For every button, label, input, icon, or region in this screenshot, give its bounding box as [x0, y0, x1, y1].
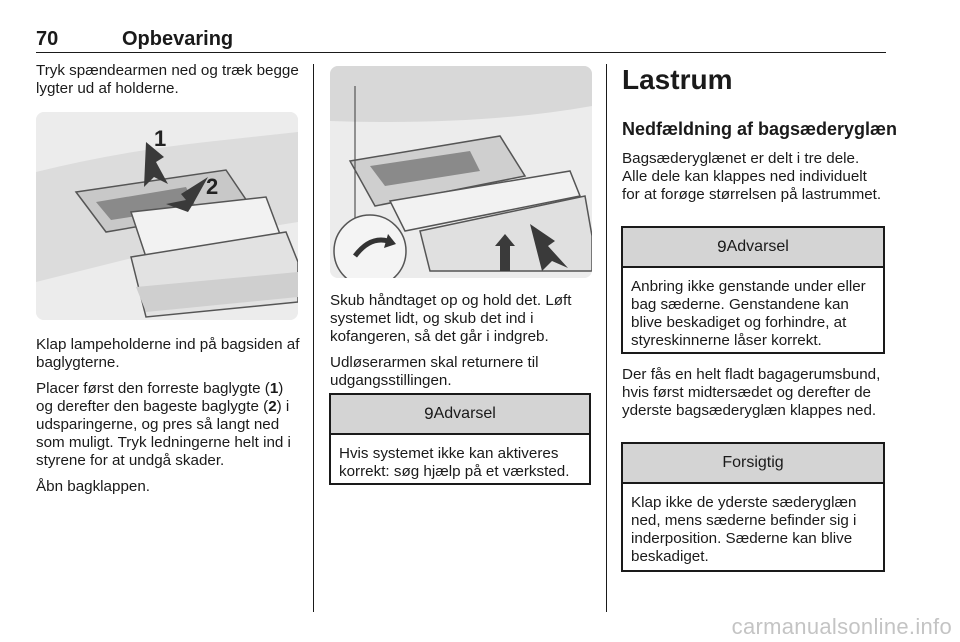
section-title: Lastrum — [622, 64, 733, 95]
warning-header — [623, 228, 883, 268]
callout-1: 1 — [154, 126, 167, 151]
column-3 — [622, 150, 886, 212]
warning-header — [331, 395, 589, 435]
column-divider-1 — [313, 64, 314, 612]
page-title: Opbevaring — [122, 28, 234, 50]
caution-text: Klap ikke de yderste sæderyglæn ned, mens sæderne befinder sig i inderposition. Sæderne kan blive beskadiget. — [631, 494, 857, 565]
warning-box-1 — [329, 393, 591, 485]
caution-title: Forsigtig — [722, 454, 784, 471]
column-2 — [330, 292, 592, 398]
col1-paragraph-1: Klap lampeholderne ind på bagsiden af baglygterne. — [36, 336, 300, 371]
warning-title: Advarsel — [726, 238, 789, 255]
col3-paragraph-1: Bagsæderyglænet er delt i tre dele. Alle dele kan klappes ned individuelt for at forøge størrelsen på lastrummet. — [622, 150, 882, 203]
bike-carrier-illustration — [330, 66, 592, 278]
col1-paragraph-3: Åbn bagklappen. — [36, 478, 151, 495]
column-divider-2 — [606, 64, 607, 612]
col3-paragraph-2: Der fås en helt fladt bagagerumsbund, hvis først midtersædet og derefter de yderste bagsæderyglæn klappes ned. — [622, 366, 881, 419]
subsection-title: Nedfældning af bagsæderyglæn — [622, 119, 898, 139]
taillight-illustration — [36, 112, 298, 320]
page-header — [36, 24, 886, 53]
col1-intro: Tryk spændearmen ned og træk begge lygter ud af holderne. — [36, 62, 299, 97]
caution-header — [623, 444, 883, 484]
warning-title: Advarsel — [433, 405, 496, 422]
warning-box-2 — [621, 226, 885, 354]
warning-text: Hvis systemet ikke kan aktiveres korrekt: søg hjælp på et værksted. — [339, 445, 570, 480]
warning-icon: 9 — [717, 237, 727, 256]
warning-text: Anbring ikke genstande under eller bag sæderne. Genstandene kan blive beskadiget og forhindre, at styreskinnerne låser korrekt. — [631, 278, 866, 349]
col2-paragraph-1: Skub håndtaget op og hold det. Løft systemet lidt, og skub det ind i kofangeren, så det går i indgreb. — [330, 292, 572, 345]
col2-paragraph-2: Udløserarmen skal returnere til udgangsstillingen. — [330, 354, 539, 389]
column-1-lower — [36, 336, 300, 504]
col1-paragraph-2: Placer først den forreste baglygte (1) og derefter den bageste baglygte (2) i udsparingerne, og pres så langt ned som muligt. Tryk ledningerne helt ind i styrene for at undgå skader. — [36, 380, 291, 469]
warning-icon: 9 — [424, 404, 434, 423]
watermark: carmanualsonline.info — [731, 614, 952, 639]
column-1 — [36, 62, 300, 106]
callout-2: 2 — [206, 174, 219, 199]
column-3-lower — [622, 366, 886, 428]
page-number: 70 — [36, 28, 59, 50]
caution-box — [621, 442, 885, 572]
